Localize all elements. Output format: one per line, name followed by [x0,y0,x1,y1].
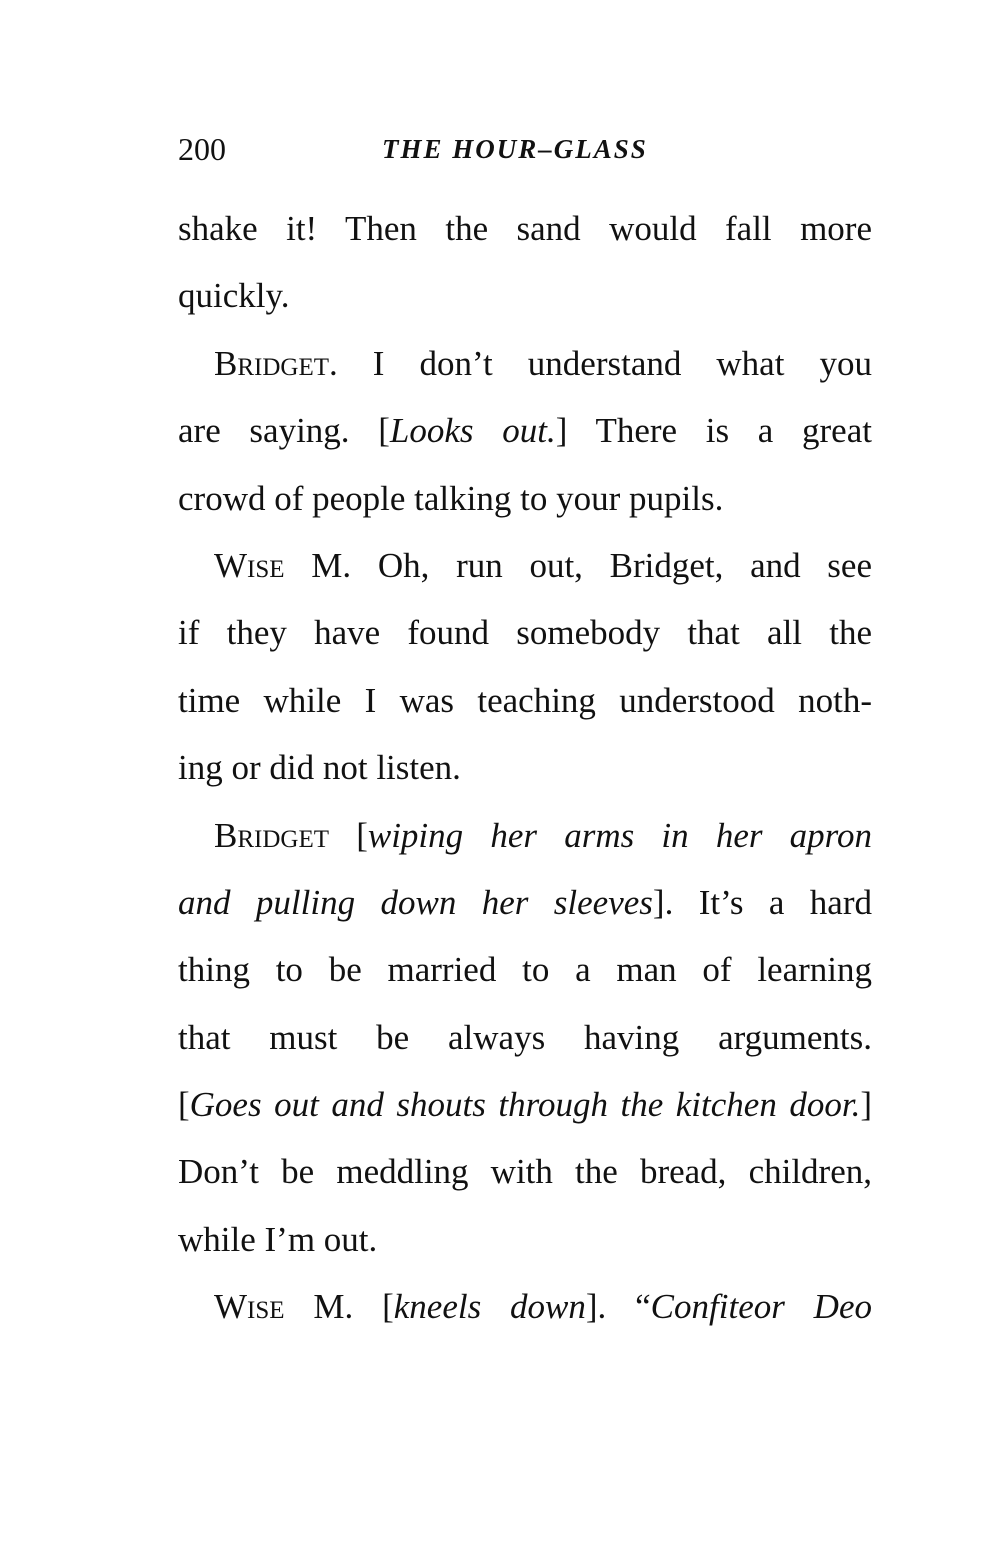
stage-direction: kneels down [393,1287,586,1327]
text-line-7: if they have found somebody that all the [178,613,872,653]
text-line-8: time while I was teaching understood noth- [178,680,872,720]
body-text [178,195,872,1341]
text-line-3: Bridget. I don’t understand what you [214,343,872,383]
speaker-name: Wise [214,545,285,585]
latin-quote: Confiteor Deo [650,1287,872,1327]
page-number: 200 [178,131,226,167]
text-line-10: Bridget [wiping her arms in her apron [214,815,873,855]
text-line-14: [Goes out and shouts through the kitchen door.] [178,1085,872,1125]
text-line-2: quickly. [178,276,290,316]
text-line-1: shake it! Then the sand would fall more [178,209,872,248]
speaker-name: Bridget [214,815,329,855]
text-line-13: that must be always having arguments. [178,1017,872,1057]
text-line-15: Don’t be meddling with the bread, children, [178,1152,872,1192]
text-line-4: are saying. [Looks out.] There is a great [178,411,872,451]
text-line-12: thing to be married to a man of learning [178,950,872,990]
stage-direction: and pulling down her sleeves [178,882,653,922]
text-line-9: ing or did not listen. [178,748,461,788]
text-line-5: crowd of people talking to your pupils. [178,478,724,518]
stage-direction: Goes out and shouts through the kitchen door. [189,1085,861,1125]
text-line-16: while I’m out. [178,1219,378,1259]
stage-direction: wiping her arms in her apron [367,815,873,855]
text-line-17: Wise M. [kneels down]. “Confiteor Deo [214,1287,872,1327]
speaker-name: Wise [214,1287,285,1327]
page-header [178,131,878,171]
text-line-11: and pulling down her sleeves]. It’s a hard [178,882,873,922]
running-title: THE HOUR–GLASS [382,134,648,164]
stage-direction: Looks out. [389,411,556,451]
speaker-name: Bridget. [214,343,338,383]
text-line-6: Wise M. Oh, run out, Bridget, and see [214,545,872,585]
